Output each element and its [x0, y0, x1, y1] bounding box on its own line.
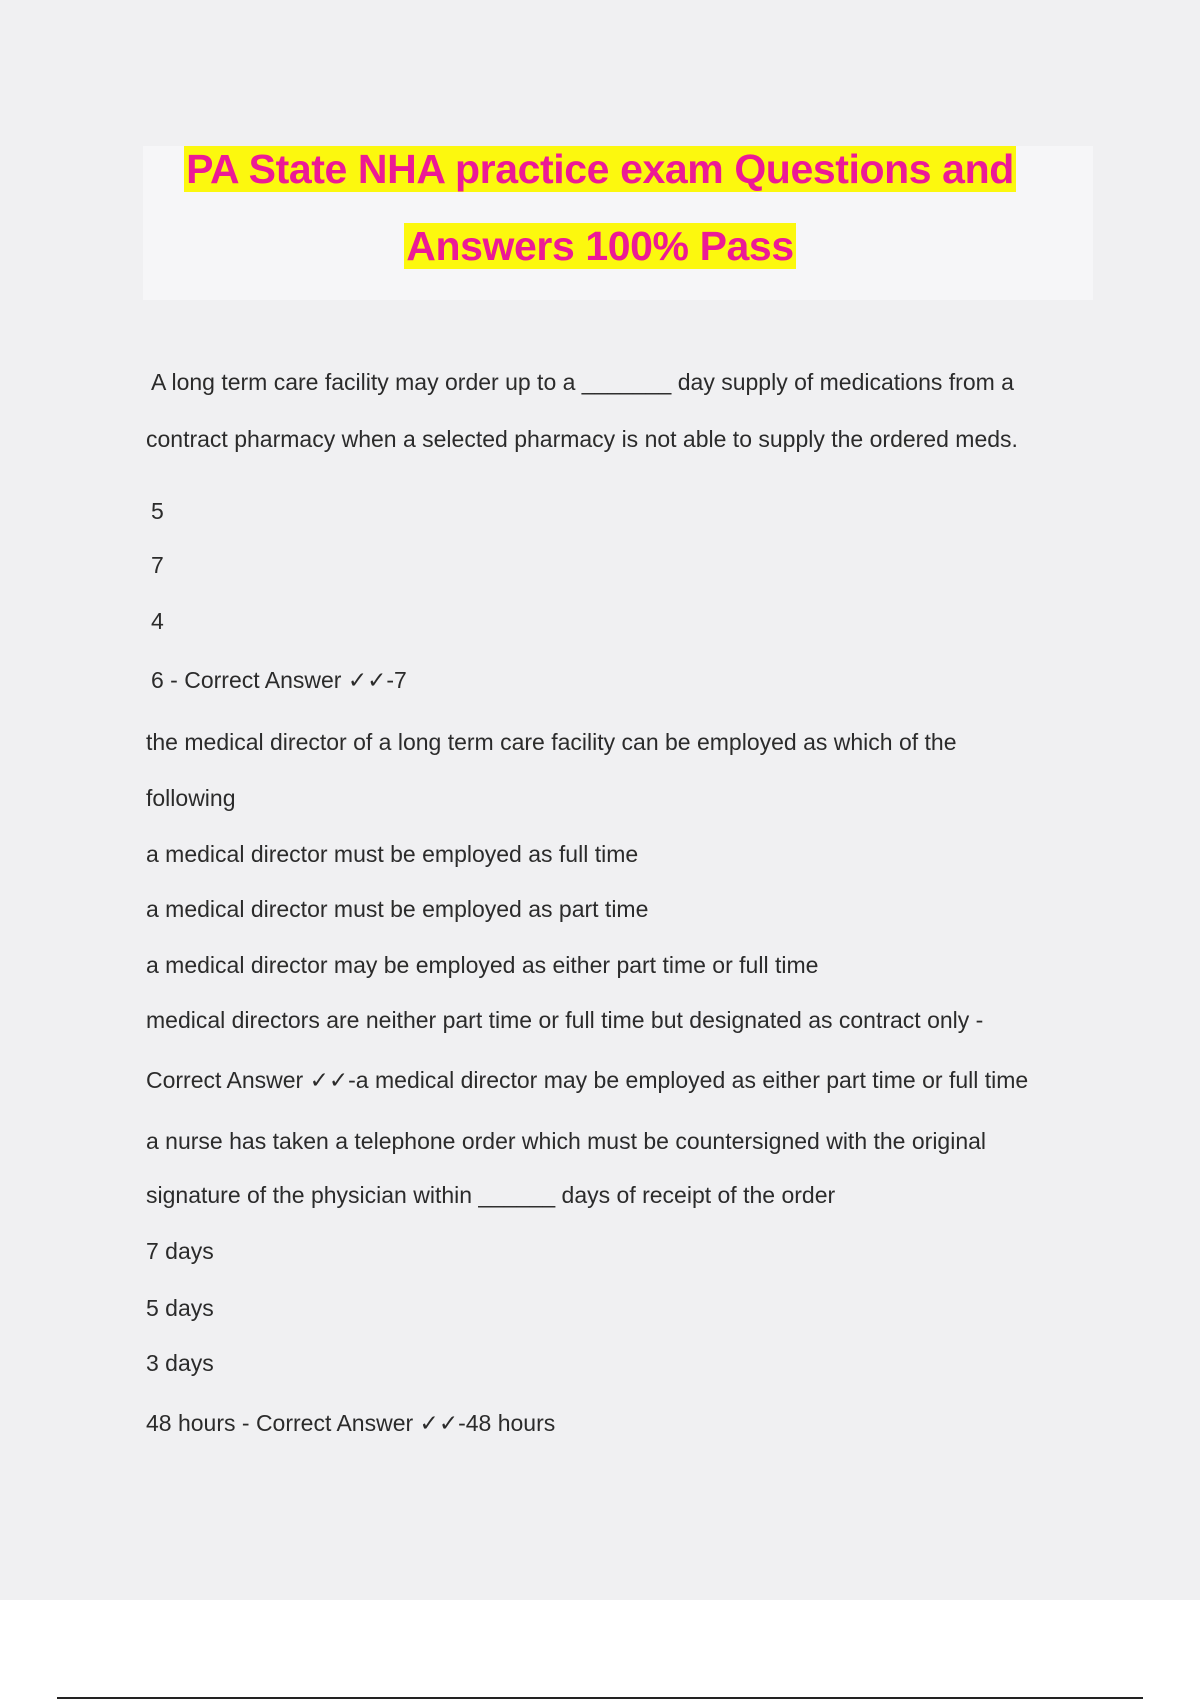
- title-line-1: [0, 145, 1200, 193]
- question-3-line-2: signature of the physician within ______ days of receipt of the order: [146, 1182, 836, 1208]
- option-1b: 7: [151, 552, 164, 578]
- option-3a: 7 days: [146, 1238, 214, 1264]
- option-3b: 5 days: [146, 1295, 214, 1321]
- option-2a: a medical director must be employed as full time: [146, 841, 639, 867]
- question-1-line-2: contract pharmacy when a selected pharmacy is not able to supply the ordered meds.: [146, 426, 1018, 452]
- option-2c: a medical director may be employed as either part time or full time: [146, 952, 819, 978]
- option-1c: 4: [151, 608, 164, 634]
- question-3-line-1: a nurse has taken a telephone order which must be countersigned with the original: [146, 1128, 987, 1154]
- question-1-line-1: A long term care facility may order up to a _______ day supply of medications from a: [151, 369, 1014, 395]
- option-3d-answer: 48 hours - Correct Answer ✓✓-48 hours: [146, 1410, 556, 1436]
- answer-2: Correct Answer ✓✓-a medical director may be employed as either part time or full time: [146, 1067, 1029, 1093]
- option-1d-answer: 6 - Correct Answer ✓✓-7: [151, 667, 407, 693]
- title-text-2: Answers 100% Pass: [406, 223, 794, 269]
- question-2-line-1: the medical director of a long term care facility can be employed as which of the: [146, 729, 957, 755]
- footer-divider: [57, 1697, 1143, 1699]
- option-2b: a medical director must be employed as part time: [146, 896, 649, 922]
- title-line-2: [0, 222, 1200, 270]
- option-2d: medical directors are neither part time or full time but designated as contract only -: [146, 1007, 984, 1033]
- title-text-1: PA State NHA practice exam Questions and: [186, 146, 1014, 192]
- option-1a: 5: [151, 498, 164, 524]
- question-2-line-2: following: [146, 785, 236, 811]
- option-3c: 3 days: [146, 1350, 214, 1376]
